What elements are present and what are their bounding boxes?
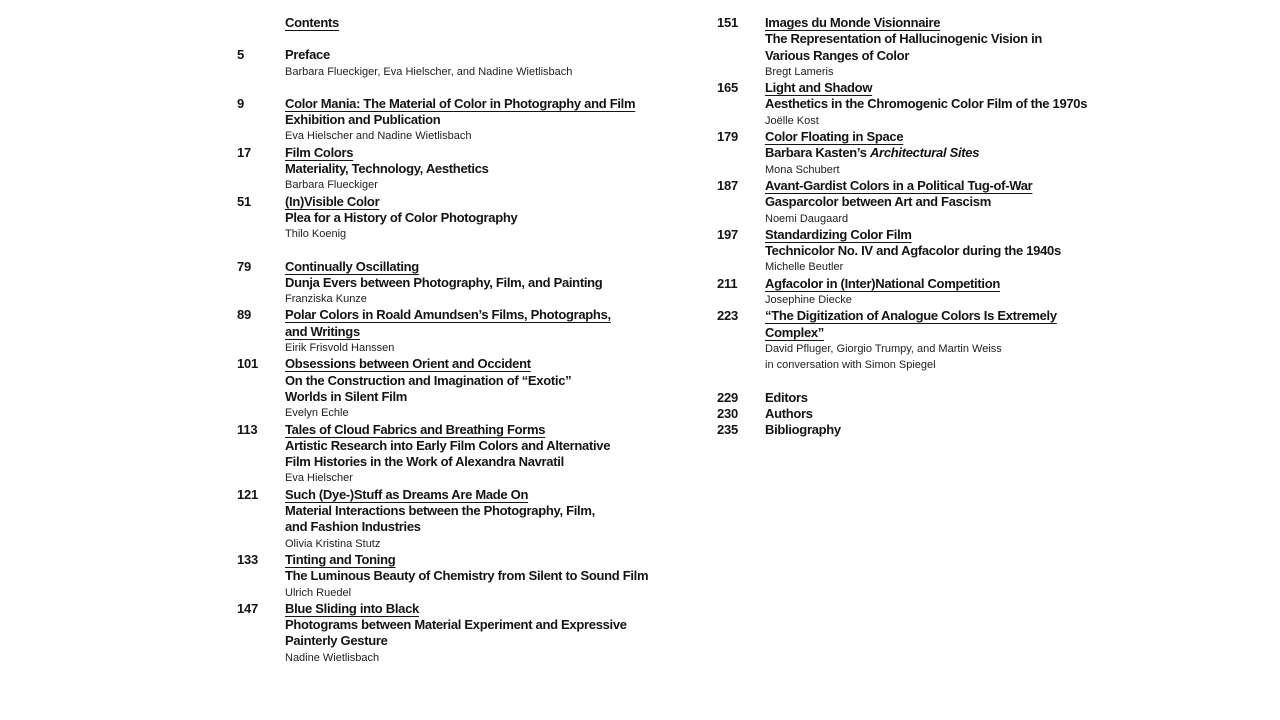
entry-body <box>765 422 1273 438</box>
entry-subtitle-text: Materiality, Technology, Aesthetics <box>285 161 489 177</box>
entry-body <box>285 145 713 194</box>
entry-subtitle-line <box>285 210 713 226</box>
entry-title-line: Such (Dye-)Stuff as Dreams Are Made On <box>285 486 529 502</box>
entry-title-line: “The Digitization of Analogue Colors Is Extremely <box>765 308 1057 324</box>
entry-subtitle-line <box>765 48 1273 64</box>
entry-author-line: Thilo Koenig <box>285 228 347 241</box>
toc-entry <box>237 259 713 308</box>
toc-entry <box>717 276 1273 309</box>
entry-subtitle-line <box>285 633 713 649</box>
toc-column-left <box>237 15 713 666</box>
entry-page-number: 113 <box>237 421 258 437</box>
toc-entry <box>237 552 713 601</box>
entry-page-number: 230 <box>717 405 739 421</box>
entry-body <box>285 601 713 666</box>
entry-subtitle-text: Aesthetics in the Chromogenic Color Film of the 1970s <box>765 96 1088 112</box>
entry-subtitle-text: Technicolor No. IV and Agfacolor during the 1940s <box>765 243 1061 259</box>
entry-subtitle-line <box>765 96 1273 112</box>
toc-entry <box>237 356 713 421</box>
toc-entry <box>717 227 1273 276</box>
entry-subtitle-line <box>765 31 1273 47</box>
entry-page-number: 17 <box>237 144 252 160</box>
entry-title-line: Avant-Gardist Colors in a Political Tug-of-War <box>765 177 1033 193</box>
entry-subtitle-line <box>285 161 713 177</box>
entry-title-line: and Writings <box>285 323 360 339</box>
entry-subtitle-line <box>765 243 1273 259</box>
entry-title-line: Tinting and Toning <box>285 551 396 567</box>
toc-entry <box>717 80 1273 129</box>
toc-entry <box>237 601 713 666</box>
entry-title-line: Standardizing Color Film <box>765 226 912 242</box>
entry-page-number: 121 <box>237 486 259 502</box>
entry-subtitle-line <box>285 454 713 470</box>
entry-subtitle-text: On the Construction and Imagination of “Exotic” <box>285 372 572 388</box>
entry-author-line: Noemi Daugaard <box>765 212 849 225</box>
entry-page-number: 197 <box>717 226 739 242</box>
entry-subtitle-line <box>285 438 713 454</box>
entry-subtitle-text: Photograms between Material Experiment and Expressive <box>285 617 627 633</box>
entry-subtitle-line <box>765 145 1273 161</box>
entry-page-number: 235 <box>717 422 739 438</box>
entry-subtitle-text: Various Ranges of Color <box>765 47 910 63</box>
entry-subtitle-text: Plea for a History of Color Photography <box>285 209 518 225</box>
entry-subtitle-line <box>285 373 713 389</box>
entry-body <box>765 276 1273 309</box>
entry-subtitle-text: The Representation of Hallucinogenic Vision in <box>765 31 1043 47</box>
entry-body <box>765 390 1273 406</box>
entry-title-line: Tales of Cloud Fabrics and Breathing Forms <box>285 421 546 437</box>
entry-body <box>285 307 713 356</box>
entry-subtitle-line <box>285 568 713 584</box>
toc-entry <box>237 145 713 194</box>
entry-title-line: Complex” <box>765 324 825 340</box>
entry-title-line: Preface <box>285 47 330 63</box>
entry-author-line: Bregt Lameris <box>765 65 834 78</box>
entry-title-line: Images du Monde Visionnaire <box>765 15 941 30</box>
toc-entry <box>717 422 1273 438</box>
entry-title-line: Bibliography <box>765 422 841 438</box>
entry-page-number: 79 <box>237 258 252 274</box>
entry-author-line: Eva Hielscher <box>285 472 353 485</box>
entry-author-line: Mona Schubert <box>765 163 840 176</box>
entry-author-line: Eirik Frisvold Hanssen <box>285 342 395 355</box>
entry-author-line: Barbara Flueckiger <box>285 179 378 192</box>
toc-entry <box>717 308 1273 373</box>
entry-body <box>285 422 713 487</box>
toc-entry <box>717 390 1273 406</box>
entry-author-line: Nadine Wietlisbach <box>285 651 380 664</box>
entry-subtitle-text: Dunja Evers between Photography, Film, and Painting <box>285 274 603 290</box>
entry-title-line: Light and Shadow <box>765 80 873 96</box>
entry-body <box>765 227 1273 276</box>
entry-subtitle-text: Exhibition and Publication <box>285 112 441 128</box>
entry-title-line: Polar Colors in Roald Amundsen’s Films, Photographs, <box>285 307 611 323</box>
entry-subtitle-line <box>285 112 713 128</box>
entry-subtitle-text: Artistic Research into Early Film Colors and Alternative <box>285 437 611 453</box>
entry-body <box>285 47 713 80</box>
entry-title-line: Color Mania: The Material of Color in Photography and Film <box>285 95 636 111</box>
entry-page-number: 165 <box>717 80 739 96</box>
entry-title-line: Authors <box>765 405 813 421</box>
entry-author-line: Franziska Kunze <box>285 293 367 306</box>
entry-page-number: 89 <box>237 307 252 323</box>
entry-page-number: 187 <box>717 177 739 193</box>
entry-page-number: 5 <box>237 47 245 63</box>
entry-author-line: David Pfluger, Giorgio Trumpy, and Martin Weiss <box>765 342 1002 355</box>
entry-subtitle-text: Architectural Sites <box>869 145 980 161</box>
entry-subtitle-line <box>285 275 713 291</box>
entry-subtitle-line <box>285 389 713 405</box>
toc-entry <box>237 96 713 145</box>
entry-title-line: Obsessions between Orient and Occident <box>285 356 531 372</box>
entry-page-number: 101 <box>237 356 259 372</box>
toc-entry <box>717 178 1273 227</box>
entry-body <box>285 356 713 421</box>
entry-page-number: 211 <box>717 275 738 291</box>
entry-title-line: Editors <box>765 389 808 405</box>
entry-author-line: in conversation with Simon Spiegel <box>765 359 936 372</box>
toc-entry <box>237 422 713 487</box>
entry-body <box>765 308 1273 373</box>
entry-page-number: 179 <box>717 129 739 145</box>
entry-author-line: Michelle Beutler <box>765 261 844 274</box>
entry-title-line: Blue Sliding into Black <box>285 600 419 616</box>
entry-body <box>765 129 1273 178</box>
entry-title-line: (In)Visible Color <box>285 193 380 209</box>
entry-body <box>285 194 713 243</box>
entry-page-number: 223 <box>717 308 739 324</box>
toc-entry <box>717 129 1273 178</box>
entry-author-line: Evelyn Echle <box>285 407 349 420</box>
entry-title-line: Color Floating in Space <box>765 129 904 145</box>
toc-column-right <box>717 15 1273 438</box>
entry-author-line: Joëlle Kost <box>765 114 819 127</box>
entry-author-line: Ulrich Ruedel <box>285 586 352 599</box>
entry-body <box>765 15 1273 80</box>
entry-page-number: 9 <box>237 95 245 111</box>
entry-subtitle-text: The Luminous Beauty of Chemistry from Silent to Sound Film <box>285 568 649 584</box>
entry-page-number: 51 <box>237 193 252 209</box>
entry-subtitle-text: Material Interactions between the Photography, Film, <box>285 503 595 519</box>
entry-body <box>765 178 1273 227</box>
entry-page-number: 133 <box>237 551 259 567</box>
entry-subtitle-text: Gasparcolor between Art and Fascism <box>765 194 991 210</box>
entry-subtitle-text: and Fashion Industries <box>285 519 421 535</box>
entry-body <box>285 487 713 552</box>
entry-body <box>285 259 713 308</box>
toc-entry <box>717 15 1273 80</box>
toc-entry <box>237 194 713 243</box>
entry-page-number: 151 <box>717 15 739 30</box>
entry-body <box>285 96 713 145</box>
entry-author-line: Barbara Flueckiger, Eva Hielscher, and Nadine Wietlisbach <box>285 65 573 78</box>
toc-entry <box>237 487 713 552</box>
entry-subtitle-text: Painterly Gesture <box>285 633 388 649</box>
entry-page-number: 229 <box>717 389 739 405</box>
entry-author-line: Olivia Kristina Stutz <box>285 537 381 550</box>
entry-page-number: 147 <box>237 600 259 616</box>
entry-title-line: Continually Oscillating <box>285 258 419 274</box>
entry-subtitle-text: Worlds in Silent Film <box>285 388 408 404</box>
entry-body <box>765 80 1273 129</box>
entry-subtitle-line <box>285 503 713 519</box>
entry-subtitle-line <box>285 519 713 535</box>
entry-body <box>285 552 713 601</box>
entry-subtitle-line <box>765 194 1273 210</box>
entry-body <box>765 406 1273 422</box>
entry-subtitle-text: Film Histories in the Work of Alexandra Navratil <box>285 454 564 470</box>
contents-heading: Contents <box>285 15 339 30</box>
toc-entry <box>237 307 713 356</box>
toc-entry <box>237 47 713 80</box>
entry-author-line: Josephine Diecke <box>765 294 852 307</box>
entry-subtitle-text: Barbara Kasten’s <box>765 145 870 161</box>
entry-author-line: Eva Hielscher and Nadine Wietlisbach <box>285 130 472 143</box>
entry-subtitle-line <box>285 617 713 633</box>
entry-title-line: Film Colors <box>285 144 354 160</box>
toc-entry <box>717 406 1273 422</box>
entry-title-line: Agfacolor in (Inter)National Competition <box>765 275 1000 291</box>
